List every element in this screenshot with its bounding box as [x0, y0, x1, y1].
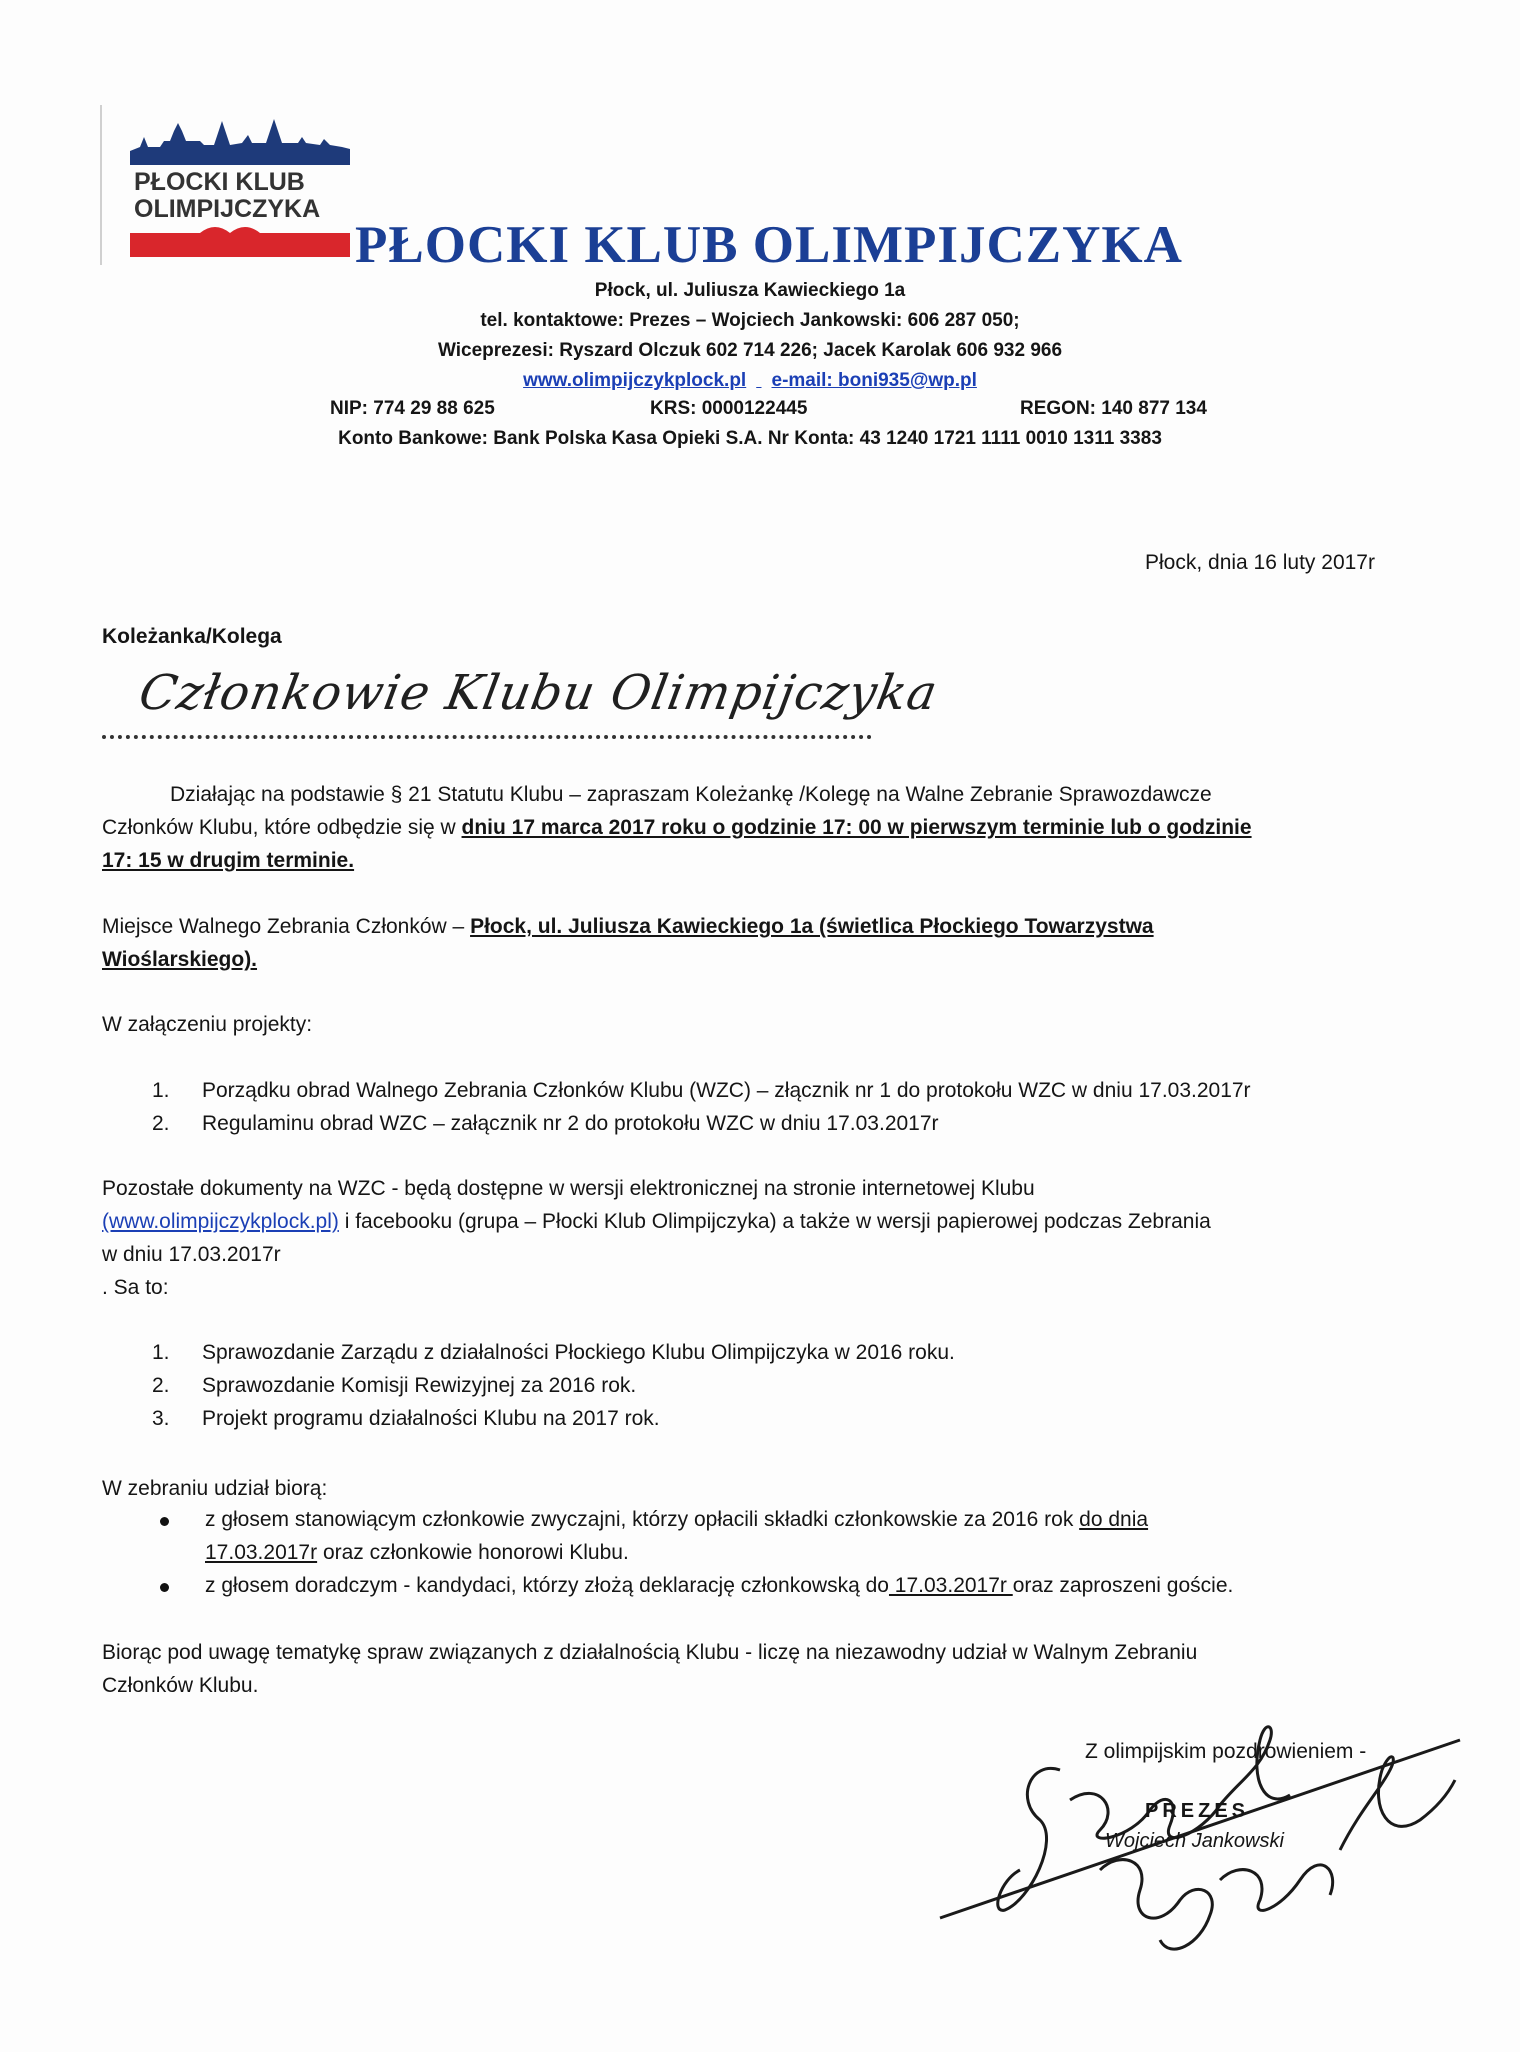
participation-heading: W zebraniu udział biorą: — [102, 1477, 328, 1500]
b1-date: 17.03.2017r — [205, 1541, 318, 1564]
paragraph-3-line-2 — [102, 1205, 1211, 1238]
list-item — [152, 1336, 1432, 1369]
list-text: Porządku obrad Walnego Zebrania Członków Klubu (WZC) – złącznik nr 1 do protokołu WZC w dniu 17.03.2017r — [202, 1079, 1251, 1102]
logo-line-2: OLIMPIJCZYKA — [134, 195, 321, 223]
logo-line-1: PŁOCKI KLUB — [134, 168, 305, 196]
list-number: 3. — [152, 1407, 170, 1430]
regon: REGON: 140 877 134 — [1020, 398, 1207, 419]
meeting-date: dniu 17 marca 2017 roku o godzinie 17: 00 w pierwszym terminie lub o godzinie — [461, 816, 1252, 839]
closing-line-1: Biorąc pod uwagę tematykę spraw związanych z działalnością Klubu - liczę na niezawodny udział w Walnym Zebraniu — [102, 1641, 1198, 1664]
paragraph-1-line-1: Działając na podstawie § 21 Statutu Klubu – zapraszam Koleżankę /Kolegę na Walne Zebranie Sprawozdawcze — [170, 783, 1212, 806]
logo-wave-bar — [130, 223, 350, 267]
paragraph-3-line-1: Pozostałe dokumenty na WZC - będą dostępne w wersji elektronicznej na stronie internetowej Klubu — [102, 1177, 1035, 1200]
email-link[interactable]: e-mail: boni935@wp.pl — [771, 370, 977, 391]
address-line: Płock, ul. Juliusza Kawieckiego 1a — [594, 280, 906, 301]
list-item — [152, 1074, 1432, 1107]
p1-text: Członków Klubu, które odbędzie się w — [102, 816, 462, 839]
b1-deadline: do dnia — [1079, 1508, 1149, 1531]
paragraph-2-line-1 — [102, 910, 1154, 943]
list-text: Sprawozdanie Komisji Rewizyjnej za 2016 rok. — [202, 1374, 637, 1397]
signer-name: Wojciech Jankowski — [1105, 1830, 1284, 1852]
list-text: Regulaminu obrad WZC – załącznik nr 2 do protokołu WZC w dniu 17.03.2017r — [202, 1112, 939, 1135]
b2-text-2: oraz zaproszeni goście. — [1012, 1574, 1234, 1597]
greeting: Z olimpijskim pozdrowieniem - — [1085, 1740, 1367, 1763]
bullet-2 — [205, 1569, 1233, 1602]
bullet-icon — [160, 1517, 169, 1526]
bullet-icon — [160, 1583, 169, 1592]
handwritten-signature — [920, 1700, 1480, 2020]
paragraph-1-line-3: 17: 15 w drugim terminie. — [102, 849, 355, 872]
logo-text — [134, 169, 354, 223]
list-text: Sprawozdanie Zarządu z działalności Płockiego Klubu Olimpijczyka w 2016 roku. — [202, 1341, 955, 1364]
club-logo — [100, 105, 352, 265]
vice-presidents-line: Wiceprezesi: Ryszard Olczuk 602 714 226; Jacek Karolak 606 932 966 — [437, 340, 1063, 361]
skyline-icon — [130, 117, 350, 165]
bullet-1-line-2 — [205, 1536, 629, 1569]
list-item — [152, 1107, 1432, 1140]
list-item — [152, 1369, 1432, 1402]
closing-line-2: Członków Klubu. — [102, 1674, 259, 1697]
salutation: Koleżanka/Kolega — [102, 625, 282, 648]
addressee-dotted-line — [102, 735, 872, 739]
venue-label: Miejsce Walnego Zebrania Członków – — [102, 915, 471, 938]
b1-text: z głosem stanowiącym członkowie zwyczajni, którzy opłacili składki członkowskie za 2016 rok — [205, 1508, 1080, 1531]
list-number: 1. — [152, 1341, 170, 1364]
website-link[interactable]: www.olimpijczykplock.pl — [523, 370, 747, 391]
signer-title: PREZES — [1145, 1800, 1250, 1822]
attachments-list — [152, 1074, 1432, 1140]
p3-text: i facebooku (grupa – Płocki Klub Olimpijczyka) a także w wersji papierowej podczas Zebrania — [338, 1210, 1211, 1233]
phone-line: tel. kontaktowe: Prezes – Wojciech Jankowski: 606 287 050; — [480, 310, 1020, 331]
paragraph-3-line-3: w dniu 17.03.2017r — [102, 1243, 281, 1266]
paragraph-3-line-4: . Sa to: — [102, 1276, 169, 1299]
b2-text: z głosem doradczym - kandydaci, którzy złożą deklarację członkowską do — [205, 1574, 889, 1597]
b2-date: 17.03.2017r — [888, 1574, 1013, 1597]
website-link-body[interactable]: (www.olimpijczykplock.pl) — [102, 1210, 339, 1233]
venue-address: Płock, ul. Juliusza Kawieckiego 1a (świetlica Płockiego Towarzystwa — [470, 915, 1154, 938]
list-text: Projekt programu działalności Klubu na 2017 rok. — [202, 1407, 660, 1430]
list-number: 1. — [152, 1079, 170, 1102]
contact-links — [240, 370, 1260, 392]
nip: NIP: 774 29 88 625 — [330, 398, 495, 419]
club-title: PŁOCKI KLUB OLIMPIJCZYKA — [355, 216, 1183, 274]
krs: KRS: 0000122445 — [650, 398, 808, 419]
bank-account: Konto Bankowe: Bank Polska Kasa Opieki S.A. Nr Konta: 43 1240 1721 1111 0010 1311 3383 — [338, 428, 1162, 449]
place-date: Płock, dnia 16 luty 2017r — [1145, 551, 1375, 574]
list-item — [152, 1402, 1432, 1435]
b1-text-2: oraz członkowie honorowi Klubu. — [317, 1541, 629, 1564]
documents-list — [152, 1336, 1432, 1435]
list-number: 2. — [152, 1374, 170, 1397]
bullet-1-line-1 — [205, 1503, 1148, 1536]
addressee-handwritten: Członkowie Klubu Olimpijczyka — [135, 665, 942, 721]
paragraph-2-line-2: Wioślarskiego). — [102, 948, 258, 971]
paragraph-1-line-2 — [102, 811, 1252, 844]
list-number: 2. — [152, 1112, 170, 1135]
attachments-heading: W załączeniu projekty: — [102, 1013, 313, 1036]
